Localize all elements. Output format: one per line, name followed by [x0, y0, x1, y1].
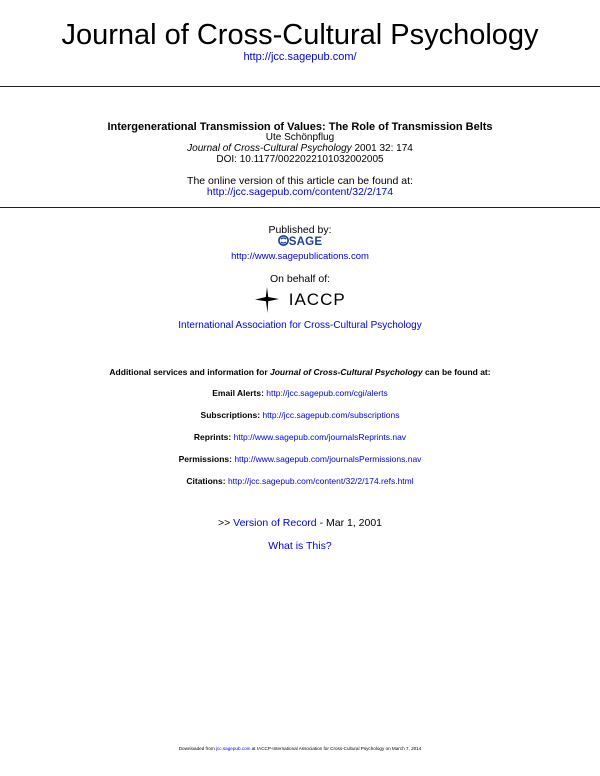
what-is-this-line [0, 540, 600, 552]
sage-logo[interactable] [0, 235, 600, 248]
iaccp-name-link[interactable]: International Association for Cross-Cultural Psychology [178, 320, 422, 331]
published-by-label: Published by: [268, 224, 332, 236]
services-intro-journal: Journal of Cross-Cultural Psychology [270, 367, 423, 377]
iaccp-name-line [0, 320, 600, 331]
citation-journal-name: Journal of Cross-Cultural Psychology [187, 143, 352, 154]
online-version-link[interactable]: http://jcc.sagepub.com/content/32/2/174 [206, 186, 394, 198]
sage-logo-text: SAGE [288, 236, 323, 248]
service-label: Email Alerts: [212, 388, 264, 398]
service-label: Subscriptions: [200, 410, 261, 420]
services-intro [0, 367, 600, 377]
service-permissions [0, 454, 600, 465]
journal-url-line [0, 51, 600, 63]
service-label: Reprints: [193, 432, 232, 442]
online-version-line [0, 186, 600, 198]
journal-title: Journal of Cross-Cultural Psychology [61, 19, 539, 51]
record-date: - Mar 1, 2001 [319, 517, 383, 529]
article-title: Intergenerational Transmission of Values: The Role of Transmission Belts [107, 121, 493, 133]
article-author: Ute Schönpflug [265, 132, 335, 143]
citation-volume: 2001 32: 174 [354, 143, 413, 154]
service-subscriptions [0, 410, 600, 421]
version-of-record-link[interactable]: Version of Record [233, 517, 317, 529]
iaccp-bird-icon [254, 286, 280, 314]
article-doi: DOI: 10.1177/0022022101032002005 [216, 154, 384, 165]
iaccp-logo [0, 286, 600, 314]
sage-swirl-icon [278, 235, 289, 246]
service-reprints [0, 432, 600, 443]
services-intro-before: Additional services and information for [109, 367, 271, 377]
what-is-this-link[interactable]: What is This? [268, 540, 332, 552]
service-label: Permissions: [178, 454, 232, 464]
sage-url-link[interactable]: http://www.sagepublications.com [231, 251, 369, 262]
service-link[interactable]: http://jcc.sagepub.com/content/32/2/174.refs.html [227, 476, 414, 486]
footer-link[interactable]: jcc.sagepub.com [215, 746, 251, 751]
service-link[interactable]: http://www.sagepub.com/journalsReprints.nav [233, 432, 407, 442]
footer-before: Downloaded from [178, 746, 216, 751]
journal-url-link[interactable]: http://jcc.sagepub.com/ [243, 51, 357, 63]
record-prefix: >> [217, 517, 231, 529]
download-footer [0, 746, 600, 752]
service-link[interactable]: http://jcc.sagepub.com/cgi/alerts [266, 388, 388, 398]
sage-url-line [0, 251, 600, 262]
top-divider [0, 86, 600, 87]
service-label: Citations: [186, 476, 226, 486]
iaccp-logo-text: IACCP [288, 290, 346, 309]
service-link[interactable]: http://jcc.sagepub.com/subscriptions [262, 410, 400, 420]
middle-divider [0, 207, 600, 208]
service-citations [0, 476, 600, 487]
online-version-note: The online version of this article can be found at: [187, 175, 413, 187]
service-email-alerts [0, 388, 600, 399]
version-of-record-line [0, 517, 600, 529]
services-intro-after: can be found at: [422, 367, 491, 377]
service-link[interactable]: http://www.sagepub.com/journalsPermissions.nav [234, 454, 422, 464]
footer-after: at IACCP-International Association for Cross-Cultural Psychology on March 7, 2014 [250, 746, 422, 751]
on-behalf-label: On behalf of: [269, 273, 331, 285]
